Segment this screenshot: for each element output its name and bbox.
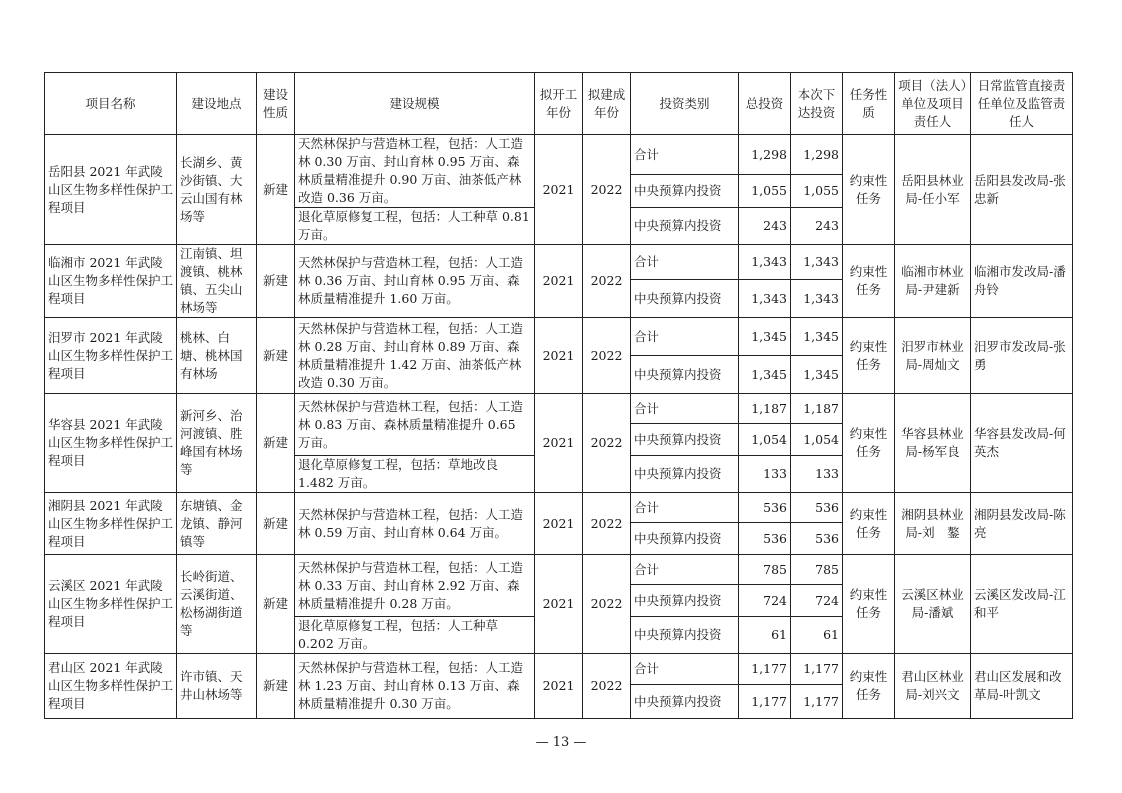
header-task: 任务性质 (843, 73, 895, 135)
invest-type: 中央预算内投资 (631, 175, 739, 208)
project-start-year: 2021 (535, 654, 583, 719)
invest-batch: 61 (791, 617, 843, 654)
invest-batch: 1,187 (791, 394, 843, 424)
invest-type: 中央预算内投资 (631, 585, 739, 617)
header-location: 建设地点 (177, 73, 257, 135)
table-row (45, 493, 1073, 523)
project-start-year: 2021 (535, 318, 583, 394)
project-end-year: 2022 (583, 654, 631, 719)
project-nature: 新建 (257, 654, 295, 719)
invest-total: 1,343 (739, 245, 791, 280)
header-total: 总投资 (739, 73, 791, 135)
project-nature: 新建 (257, 555, 295, 654)
task-nature: 约束性任务 (843, 555, 895, 654)
invest-type: 中央预算内投资 (631, 685, 739, 719)
header-end: 拟建成年份 (583, 73, 631, 135)
project-scale-extra: 退化草原修复工程，包括：人工种草 0.81 万亩。 (295, 208, 535, 245)
table-row (45, 318, 1073, 356)
header-start: 拟开工年份 (535, 73, 583, 135)
project-end-year: 2022 (583, 245, 631, 318)
project-start-year: 2021 (535, 394, 583, 493)
project-end-year: 2022 (583, 394, 631, 493)
project-owner: 临湘市林业局-尹建新 (895, 245, 971, 318)
invest-total: 785 (739, 555, 791, 585)
project-owner: 君山区林业局-刘兴文 (895, 654, 971, 719)
invest-total: 536 (739, 523, 791, 555)
invest-batch: 243 (791, 208, 843, 245)
project-name: 岳阳县 2021 年武陵山区生物多样性保护工程项目 (45, 135, 177, 245)
project-table (44, 72, 1079, 719)
invest-total: 133 (739, 456, 791, 493)
project-supervisor: 临湘市发改局-潘舟铃 (971, 245, 1073, 318)
invest-total: 724 (739, 585, 791, 617)
project-location: 新河乡、治河渡镇、胜峰国有林场等 (177, 394, 257, 493)
project-nature: 新建 (257, 493, 295, 555)
project-supervisor: 君山区发展和改革局-叶凯文 (971, 654, 1073, 719)
project-supervisor: 汨罗市发改局-张 勇 (971, 318, 1073, 394)
header-scale: 建设规模 (295, 73, 535, 135)
project-scale: 天然林保护与营造林工程，包括：人工造林 0.28 万亩、封山育林 0.89 万亩、森林质量精准提升 1.42 万亩、油茶低产林改造 0.30 万亩。 (295, 318, 535, 394)
project-name: 君山区 2021 年武陵山区生物多样性保护工程项目 (45, 654, 177, 719)
project-name: 湘阴县 2021 年武陵山区生物多样性保护工程项目 (45, 493, 177, 555)
project-supervisor: 华容县发改局-何英杰 (971, 394, 1073, 493)
project-scale: 天然林保护与营造林工程，包括：人工造林 0.33 万亩、封山育林 2.92 万亩、森林质量精准提升 0.28 万亩。 (295, 555, 535, 617)
project-start-year: 2021 (535, 135, 583, 245)
project-end-year: 2022 (583, 318, 631, 394)
invest-type: 中央预算内投资 (631, 456, 739, 493)
table-row (45, 394, 1073, 424)
invest-type: 中央预算内投资 (631, 424, 739, 456)
project-scale: 天然林保护与营造林工程，包括：人工造林 0.59 万亩、封山育林 0.64 万亩。 (295, 493, 535, 555)
invest-type: 合计 (631, 245, 739, 280)
project-scale-extra: 退化草原修复工程，包括：草地改良 1.482 万亩。 (295, 456, 535, 493)
task-nature: 约束性任务 (843, 654, 895, 719)
project-nature: 新建 (257, 135, 295, 245)
invest-type: 合计 (631, 493, 739, 523)
invest-type: 中央预算内投资 (631, 523, 739, 555)
invest-total: 1,177 (739, 685, 791, 719)
project-name: 云溪区 2021 年武陵山区生物多样性保护工程项目 (45, 555, 177, 654)
table-row (45, 654, 1073, 685)
project-end-year: 2022 (583, 493, 631, 555)
header-name: 项目名称 (45, 73, 177, 135)
header-this-batch: 本次下达投资 (791, 73, 843, 135)
project-nature: 新建 (257, 318, 295, 394)
invest-batch: 536 (791, 493, 843, 523)
project-location: 江南镇、坦渡镇、桃林镇、五尖山林场等 (177, 245, 257, 318)
invest-batch: 1,345 (791, 356, 843, 394)
invest-type: 合计 (631, 135, 739, 175)
task-nature: 约束性任务 (843, 245, 895, 318)
header-owner: 项目（法人）单位及项目责任人 (895, 73, 971, 135)
invest-type: 合计 (631, 654, 739, 685)
invest-total: 1,187 (739, 394, 791, 424)
project-owner: 湘阴县林业局-刘 鏊 (895, 493, 971, 555)
project-scale-extra: 退化草原修复工程，包括：人工种草 0.202 万亩。 (295, 617, 535, 654)
invest-type: 中央预算内投资 (631, 617, 739, 654)
project-name: 临湘市 2021 年武陵山区生物多样性保护工程项目 (45, 245, 177, 318)
project-start-year: 2021 (535, 555, 583, 654)
invest-type: 合计 (631, 318, 739, 356)
task-nature: 约束性任务 (843, 493, 895, 555)
invest-batch: 785 (791, 555, 843, 585)
header-row (45, 73, 1073, 135)
invest-total: 1,345 (739, 318, 791, 356)
header-supervisor: 日常监管直接责任单位及监管责任人 (971, 73, 1073, 135)
table-body (45, 135, 1079, 719)
invest-total: 243 (739, 208, 791, 245)
invest-batch: 1,345 (791, 318, 843, 356)
invest-batch: 1,298 (791, 135, 843, 175)
invest-type: 合计 (631, 555, 739, 585)
project-name: 华容县 2021 年武陵山区生物多样性保护工程项目 (45, 394, 177, 493)
project-nature: 新建 (257, 394, 295, 493)
project-nature: 新建 (257, 245, 295, 318)
project-end-year: 2022 (583, 555, 631, 654)
header-invest-type: 投资类别 (631, 73, 739, 135)
project-end-year: 2022 (583, 135, 631, 245)
invest-total: 1,345 (739, 356, 791, 394)
task-nature: 约束性任务 (843, 394, 895, 493)
project-scale: 天然林保护与营造林工程，包括：人工造林 0.83 万亩、森林质量精准提升 0.65 万亩。 (295, 394, 535, 456)
project-owner: 华容县林业局-杨军良 (895, 394, 971, 493)
invest-type: 合计 (631, 394, 739, 424)
task-nature: 约束性任务 (843, 135, 895, 245)
header-nature: 建设性质 (257, 73, 295, 135)
table-row (45, 245, 1073, 280)
table-row (45, 555, 1073, 585)
invest-batch: 1,343 (791, 245, 843, 280)
project-location: 许市镇、天井山林场等 (177, 654, 257, 719)
invest-batch: 1,055 (791, 175, 843, 208)
invest-total: 536 (739, 493, 791, 523)
table-row (45, 135, 1073, 175)
project-supervisor: 岳阳县发改局-张忠新 (971, 135, 1073, 245)
invest-total: 1,055 (739, 175, 791, 208)
project-name: 汨罗市 2021 年武陵山区生物多样性保护工程项目 (45, 318, 177, 394)
project-scale: 天然林保护与营造林工程，包括：人工造林 1.23 万亩、封山育林 0.13 万亩、森林质量精准提升 0.30 万亩。 (295, 654, 535, 719)
invest-batch: 1,343 (791, 280, 843, 318)
invest-type: 中央预算内投资 (631, 356, 739, 394)
project-owner: 汨罗市林业局-周灿文 (895, 318, 971, 394)
invest-total: 61 (739, 617, 791, 654)
invest-batch: 1,054 (791, 424, 843, 456)
project-supervisor: 湘阴县发改局-陈 亮 (971, 493, 1073, 555)
project-location: 长湖乡、黄沙街镇、大云山国有林场等 (177, 135, 257, 245)
invest-total: 1,298 (739, 135, 791, 175)
project-location: 桃林、白塘、桃林国有林场 (177, 318, 257, 394)
project-start-year: 2021 (535, 493, 583, 555)
invest-batch: 536 (791, 523, 843, 555)
invest-batch: 1,177 (791, 654, 843, 685)
project-start-year: 2021 (535, 245, 583, 318)
invest-total: 1,177 (739, 654, 791, 685)
project-location: 长岭街道、云溪街道、松杨湖街道等 (177, 555, 257, 654)
page-number: — 13 — (535, 735, 587, 750)
invest-total: 1,054 (739, 424, 791, 456)
project-supervisor: 云溪区发改局-江和平 (971, 555, 1073, 654)
project-owner: 岳阳县林业局-任小军 (895, 135, 971, 245)
invest-batch: 724 (791, 585, 843, 617)
invest-type: 中央预算内投资 (631, 208, 739, 245)
invest-batch: 133 (791, 456, 843, 493)
project-location: 东塘镇、金龙镇、静河镇等 (177, 493, 257, 555)
project-scale: 天然林保护与营造林工程，包括：人工造林 0.30 万亩、封山育林 0.95 万亩、森林质量精准提升 0.90 万亩、油茶低产林改造 0.36 万亩。 (295, 135, 535, 208)
project-scale: 天然林保护与营造林工程，包括：人工造林 0.36 万亩、封山育林 0.95 万亩、森林质量精准提升 1.60 万亩。 (295, 245, 535, 318)
task-nature: 约束性任务 (843, 318, 895, 394)
invest-total: 1,343 (739, 280, 791, 318)
project-owner: 云溪区林业局-潘斌 (895, 555, 971, 654)
invest-batch: 1,177 (791, 685, 843, 719)
invest-type: 中央预算内投资 (631, 280, 739, 318)
